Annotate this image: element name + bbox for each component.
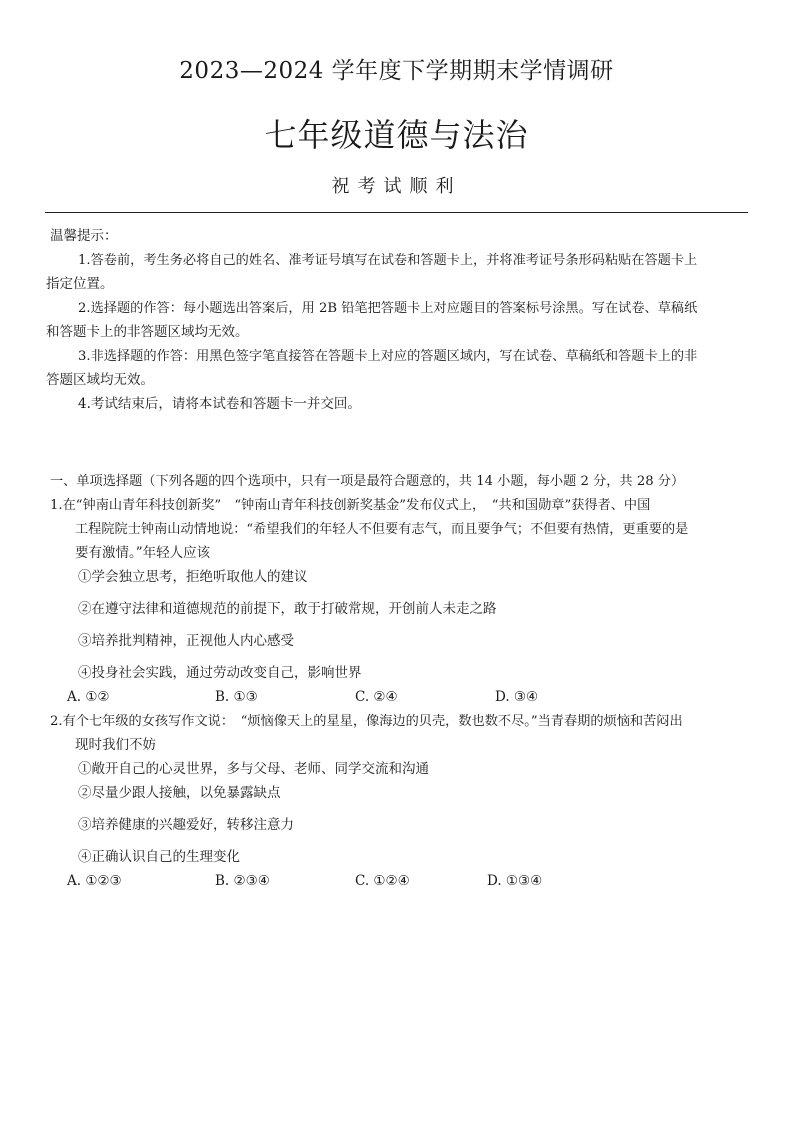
notice-item-2-line-1: 2.选择题的作答：每小题选出答案后，用 2B 铅笔把答题卡上对应题目的答案标号涂黑。写在试卷、草稿纸 [78,301,698,316]
notice-item-3-line-2: 答题区域均无效。 [46,372,154,388]
header-divider [45,212,748,213]
notice-item-2-line-2: 和答题卡上的非答题区域均无效。 [46,324,249,340]
question-2-statement-2: ②尽量少跟人接触，以免暴露缺点 [78,785,281,801]
question-1-stem-line-3: 要有激情。”年轻人应该 [75,545,211,561]
question-2-stem-line-1: 2.有个七年级的女孩写作文说： “烦恼像天上的星星，像海边的贝壳，数也数不尽。”当青春期的烦恼和苦闷出 [50,714,683,729]
question-2-stem-line-2: 现时我们不妨 [75,737,156,753]
question-1-stem-line-2: 工程院院士钟南山动情地说：“希望我们的年轻人不但要有志气，而且要争气；不但要有热情，更重要的是 [75,522,689,537]
question-1-statement-1: ①学会独立思考，拒绝听取他人的建议 [78,569,308,585]
notice-title: 温馨提示： [50,228,118,244]
question-2-statement-4: ④正确认识自己的生理变化 [78,849,240,865]
question-1-statement-4: ④投身社会实践，通过劳动改变自己，影响世界 [78,665,362,681]
question-1-statement-3: ③培养批判精神，正视他人内心感受 [78,633,294,649]
question-2-option-c: C. ①②④ [355,873,410,889]
question-1-option-d: D. ③④ [495,689,539,705]
notice-item-3-line-1: 3.非选择题的作答：用黑色签字笔直接答在答题卡上对应的答题区域内，写在试卷、草稿纸和答题卡上的非 [78,349,698,364]
question-2-option-a: A. ①②③ [67,873,122,889]
question-2-option-b: B. ②③④ [215,873,270,889]
exam-period-title: 2023—2024 学年度下学期期末学情调研 [179,58,614,84]
section-heading: 一、单项选择题（下列各题的四个选项中，只有一项是最符合题意的，共 14 小题，每小题 2 分，共 28 分） [50,474,685,489]
question-2-option-d: D. ①③④ [487,873,543,889]
question-1-option-b: B. ①③ [215,689,258,705]
question-2-statement-3: ③培养健康的兴趣爱好，转移注意力 [78,817,294,833]
question-2-statement-1: ①敞开自己的心灵世界，多与父母、老师、同学交流和沟通 [78,761,429,777]
notice-item-1-line-2: 指定位置。 [46,276,114,292]
question-1-option-c: C. ②④ [355,689,398,705]
subject-title: 七年级道德与法治 [264,116,529,154]
question-1-stem-line-1: 1.在“钟南山青年科技创新奖” “钟南山青年科技创新奖基金”发布仪式上， “共和国勋章”获得者、中国 [50,498,651,513]
notice-item-1-line-1: 1.答卷前，考生务必将自己的姓名、准考证号填写在试卷和答题卡上，并将准考证号条形码粘贴在答题卡上 [78,253,698,268]
good-luck-text: 祝考试顺利 [331,176,462,197]
notice-item-4: 4.考试结束后，请将本试卷和答题卡一并交回。 [78,396,361,412]
question-1-option-a: A. ①② [67,689,110,705]
question-1-statement-2: ②在遵守法律和道德规范的前提下，敢于打破常规，开创前人未走之路 [78,601,497,617]
